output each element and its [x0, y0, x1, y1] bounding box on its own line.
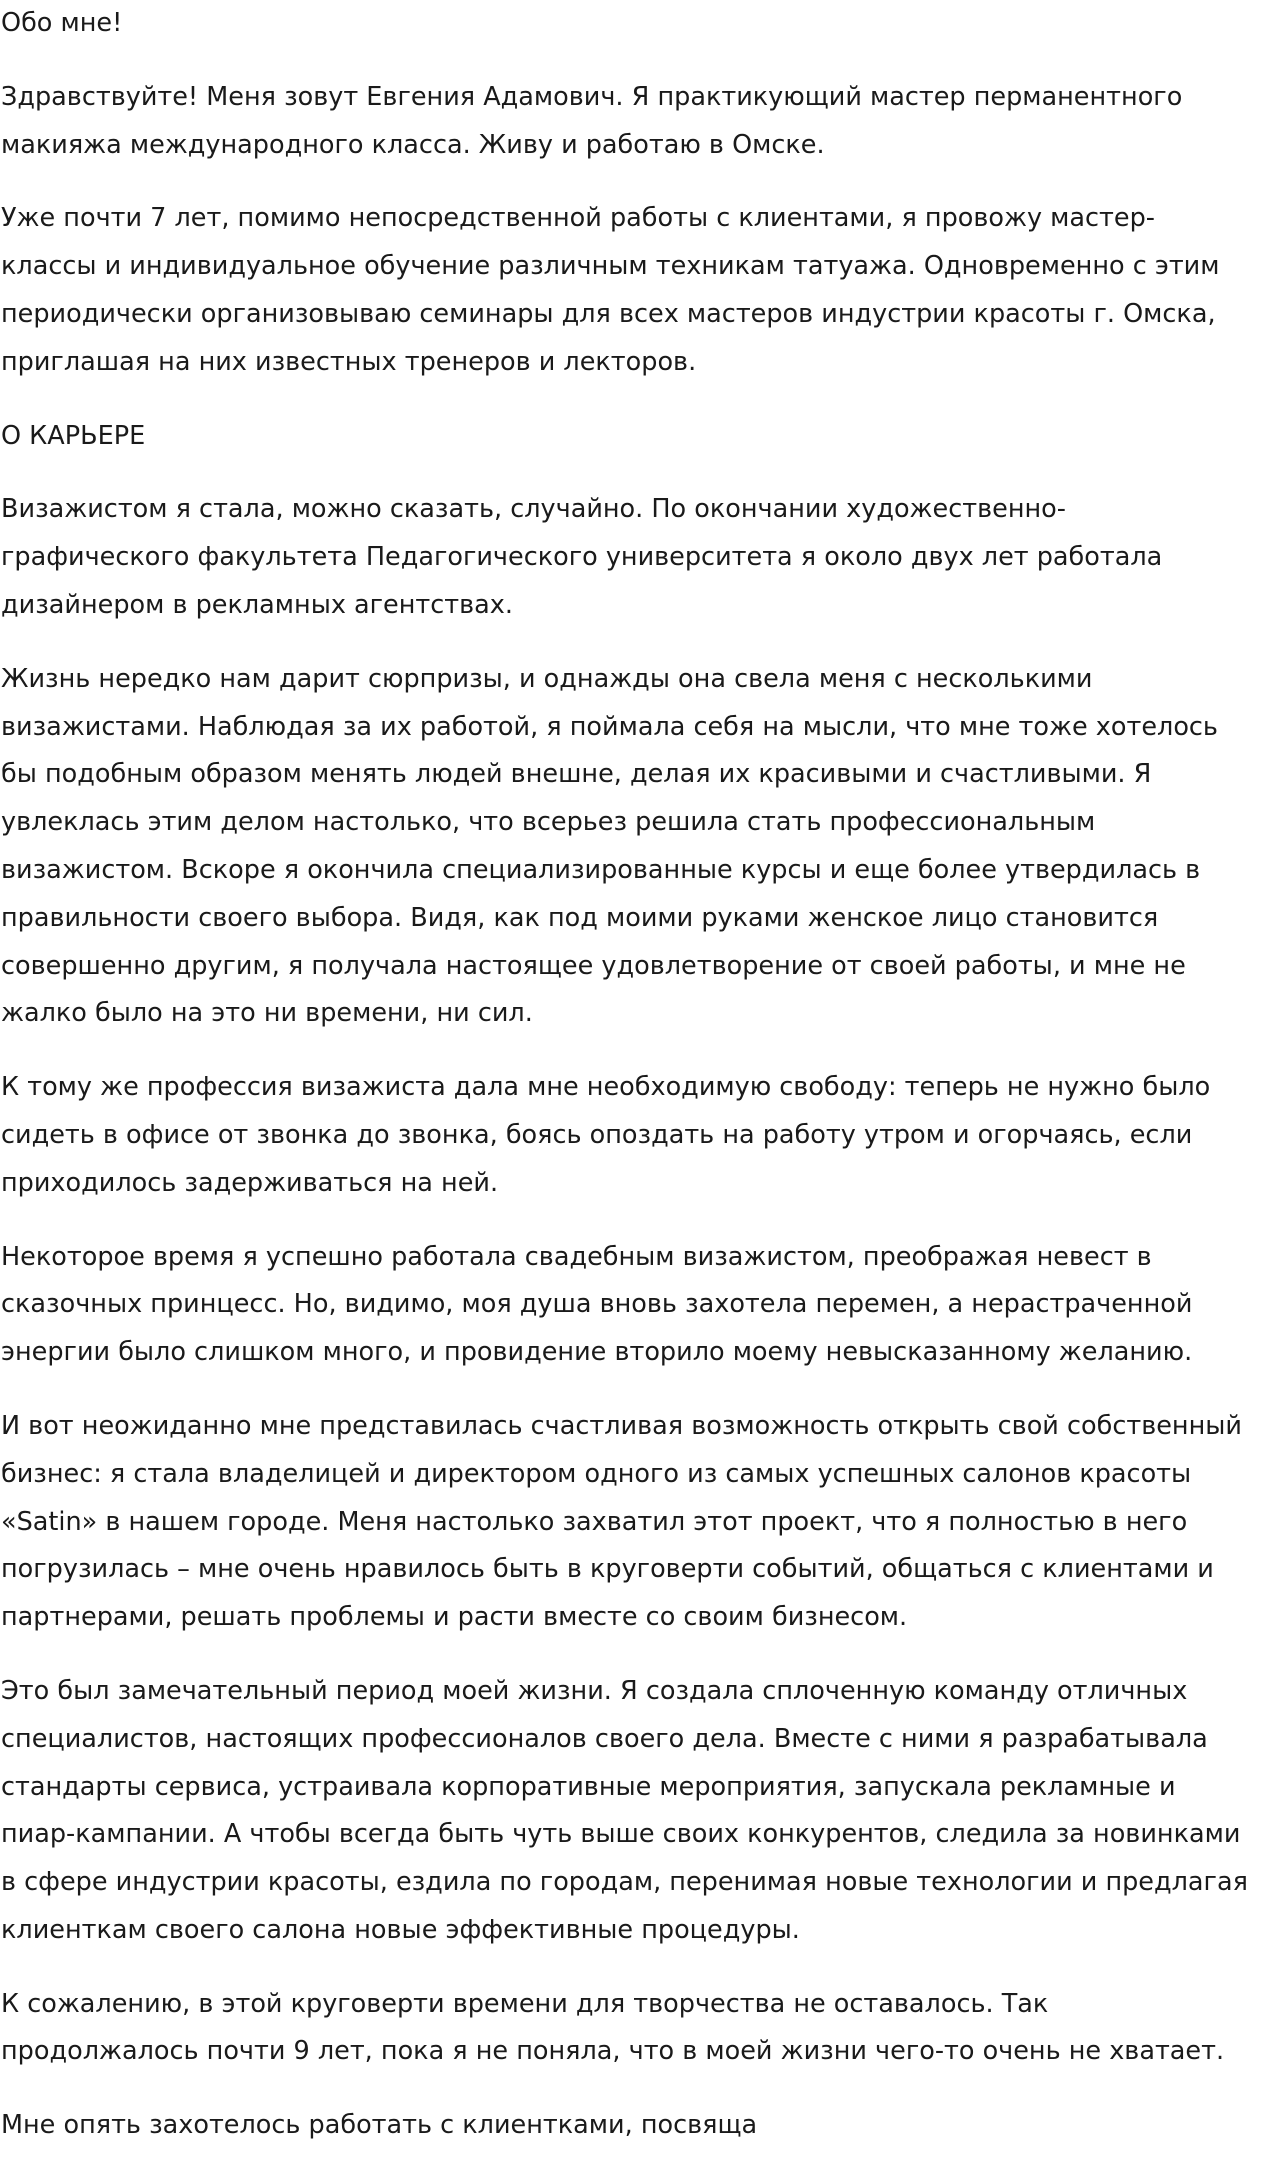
text-line: классы и индивидуальное обучение различным техникам татуажа. Одновременно с этим — [1, 251, 1220, 282]
text-line: К тому же профессия визажиста дала мне необходимую свободу: теперь не нужно было — [1, 1072, 1211, 1103]
text-line: бизнес: я стала владелицей и директором одного из самых успешных салонов красоты — [1, 1458, 1192, 1489]
text-line: Жизнь нередко нам дарит сюрпризы, и однажды она свела меня с несколькими — [1, 663, 1093, 694]
text-line: Это был замечательный период моей жизни. Я создала сплоченную команду отличных — [1, 1675, 1188, 1706]
text-line: специалистов, настоящих профессионалов своего дела. Вместе с ними я разрабатывала — [1, 1723, 1208, 1754]
paragraph-return — [1, 2102, 1269, 2150]
text-line: Мне опять захотелось работать с клиентками, посвяща — [1, 2110, 758, 2141]
text-line: визажистом. Вскоре я окончила специализированные курсы и еще более утвердилась в — [1, 854, 1201, 885]
text-line: бы подобным образом менять людей внешне, делая их красивыми и счастливыми. Я — [1, 759, 1152, 790]
text-line: приглашая на них известных тренеров и лекторов. — [1, 346, 697, 377]
text-line: Обо мне! — [1, 8, 123, 38]
text-line: визажистами. Наблюдая за их работой, я поймала себя на мысли, что мне тоже хотелось — [1, 711, 1218, 742]
text-line: «Satin» в нашем городе. Меня настолько захватил этот проект, что я полностью в него — [1, 1506, 1188, 1537]
text-line: жалко было на это ни времени, ни сил. — [1, 998, 533, 1029]
heading-career — [1, 413, 1269, 461]
text-line: совершенно другим, я получала настоящее удовлетворение от своей работы, и мне не — [1, 950, 1186, 981]
text-line: К сожалению, в этой круговерти времени для творчества не оставалось. Так — [1, 1988, 1049, 2019]
paragraph-surprises — [1, 656, 1269, 1038]
text-line: дизайнером в рекламных агентствах. — [1, 589, 513, 620]
document-body — [1, 0, 1269, 2176]
paragraph-business — [1, 1403, 1269, 1642]
text-line: периодически организовываю семинары для всех мастеров индустрии красоты г. Омска, — [1, 298, 1216, 329]
text-line: клиенткам своего салона новые эффективные процедуры. — [1, 1914, 800, 1945]
text-line: приходилось задерживаться на ней. — [1, 1167, 499, 1198]
paragraph-team — [1, 1668, 1269, 1955]
text-line: Здравствуйте! Меня зовут Евгения Адамович. Я практикующий мастер перманентного — [1, 81, 1183, 112]
text-line: макияжа международного класса. Живу и работаю в Омске. — [1, 129, 825, 160]
text-line: погрузилась – мне очень нравилось быть в круговерти событий, общаться с клиентами и — [1, 1554, 1214, 1585]
text-line: графического факультета Педагогического университета я около двух лет работала — [1, 542, 1163, 573]
text-line: сказочных принцесс. Но, видимо, моя душа вновь захотела перемен, а нерастраченной — [1, 1289, 1193, 1320]
text-line: в сфере индустрии красоты, ездила по городам, перенимая новые технологии и предлагая — [1, 1867, 1248, 1898]
text-line: Визажистом я стала, можно сказать, случайно. По окончании художественно- — [1, 494, 1066, 525]
text-line: пиар-кампании. А чтобы всегда быть чуть выше своих конкурентов, следила за новинками — [1, 1819, 1241, 1850]
text-line: Уже почти 7 лет, помимо непосредственной работы с клиентами, я провожу мастер- — [1, 203, 1155, 234]
text-line: О КАРЬЕРЕ — [1, 420, 146, 451]
text-line: сидеть в офисе от звонка до звонка, боясь опоздать на работу утром и огорчаясь, если — [1, 1119, 1193, 1150]
text-line: И вот неожиданно мне представилась счастливая возможность открыть свой собственный — [1, 1410, 1242, 1441]
paragraph-freedom — [1, 1064, 1269, 1207]
text-line: Некоторое время я успешно работала свадебным визажистом, преображая невест в — [1, 1241, 1152, 1272]
paragraph-wedding — [1, 1234, 1269, 1377]
paragraph-makeup-start — [1, 486, 1269, 629]
text-line: энергии было слишком много, и провидение вторило моему невысказанному желанию. — [1, 1337, 1193, 1368]
text-line: продолжалось почти 9 лет, пока я не поняла, что в моей жизни чего-то очень не хватает. — [1, 2036, 1225, 2067]
paragraph-regret — [1, 1981, 1269, 2077]
text-line: стандарты сервиса, устраивала корпоративные мероприятия, запускала рекламные и — [1, 1771, 1176, 1802]
paragraph-intro — [1, 74, 1269, 170]
text-line: партнерами, решать проблемы и расти вместе со своим бизнесом. — [1, 1602, 908, 1633]
heading-about — [1, 0, 1269, 48]
text-line: увлеклась этим делом настолько, что всерьез решила стать профессиональным — [1, 807, 1096, 838]
paragraph-teaching — [1, 195, 1269, 386]
text-line: правильности своего выбора. Видя, как под моими руками женское лицо становится — [1, 902, 1159, 933]
